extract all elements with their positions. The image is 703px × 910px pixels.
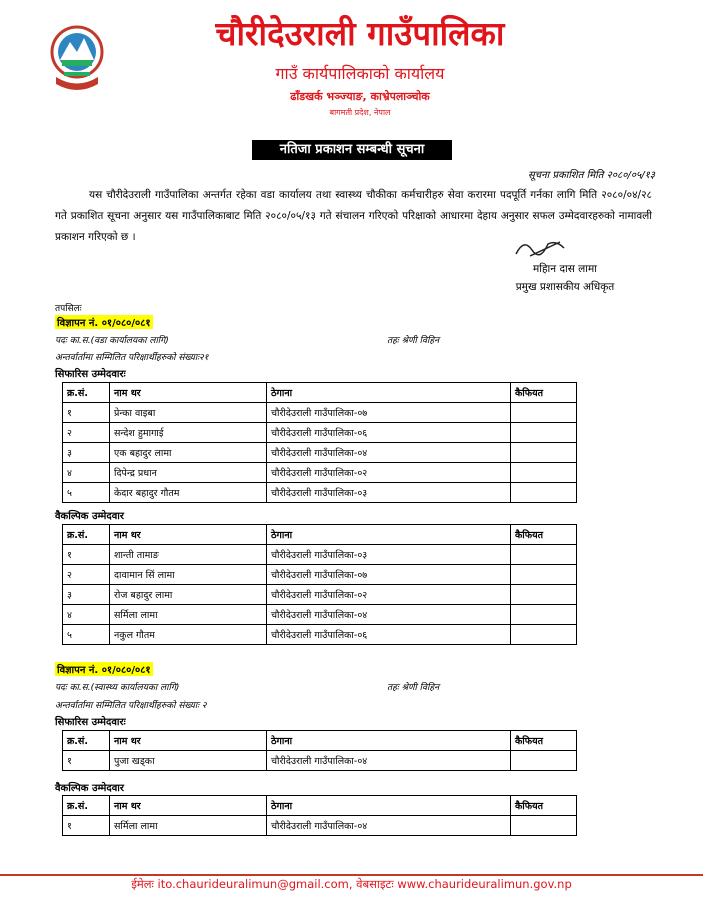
alternate-label: वैकल्पिक उम्मेदवार — [55, 783, 124, 794]
cell-sn: ५ — [63, 625, 110, 645]
cell-address: चौरीदेउराली गाउँपालिका-०३ — [267, 483, 511, 503]
col-sn: क्र.सं. — [63, 383, 110, 403]
cell-sn: ५ — [63, 483, 110, 503]
col-sn: क्र.सं. — [63, 731, 110, 751]
table-row — [63, 463, 577, 483]
col-remarks: कैफियत — [511, 796, 577, 816]
table-header-row — [63, 525, 577, 545]
alternate-table — [62, 795, 577, 836]
cell-sn: ४ — [63, 463, 110, 483]
table-row — [63, 443, 577, 463]
col-address: ठेगाना — [267, 731, 511, 751]
table-row — [63, 751, 577, 771]
col-sn: क्र.सं. — [63, 525, 110, 545]
cell-remarks — [511, 545, 577, 565]
cell-sn: २ — [63, 565, 110, 585]
cell-remarks — [511, 751, 577, 771]
post-label: पदः का.स.(स्वास्थ्य कार्यालयका लागि) — [55, 683, 180, 693]
cell-remarks — [511, 816, 577, 836]
published-date: सूचना प्रकाशित मिति २०८०/०५/१३ — [527, 170, 655, 181]
cell-address: चौरीदेउराली गाउँपालिका-०२ — [267, 463, 511, 483]
level-label: तहः श्रेणी विहिन — [387, 336, 440, 346]
table-row — [63, 625, 577, 645]
cell-name: केदार बहादुर गौतम — [110, 483, 267, 503]
cell-name: नकुल गौतम — [110, 625, 267, 645]
cell-sn: १ — [63, 816, 110, 836]
col-address: ठेगाना — [267, 383, 511, 403]
table-row — [63, 565, 577, 585]
cell-remarks — [511, 565, 577, 585]
cell-sn: १ — [63, 751, 110, 771]
cell-sn: १ — [63, 403, 110, 423]
col-remarks: कैफियत — [511, 731, 577, 751]
col-address: ठेगाना — [267, 796, 511, 816]
cell-remarks — [511, 463, 577, 483]
recommended-label: सिफारिस उम्मेदवारः — [55, 369, 126, 380]
signatory-name: महिान दास लामा — [532, 263, 598, 275]
footer-contact: ईमेलः ito.chaurideuralimun@gmail.com, वेबसाइटः www.chaurideuralimun.gov.np — [131, 877, 572, 891]
signatory-title: प्रमुख प्रशासकीय अधिकृत — [515, 281, 615, 293]
table-header-row — [63, 731, 577, 751]
col-name: नाम थर — [110, 731, 267, 751]
nepal-emblem-icon — [50, 22, 104, 98]
level-label: तहः श्रेणी विहिन — [387, 683, 440, 693]
cell-address: चौरीदेउराली गाउँपालिका-०६ — [267, 625, 511, 645]
cell-name: दावामान सिं लामा — [110, 565, 267, 585]
cell-address: चौरीदेउराली गाउँपालिका-०२ — [267, 585, 511, 605]
cell-address: चौरीदेउराली गाउँपालिका-०४ — [267, 816, 511, 836]
table-row — [63, 545, 577, 565]
cell-remarks — [511, 403, 577, 423]
post-label: पदः का.स.(वडा कार्यालयका लागि) — [55, 336, 169, 346]
municipality-title: चौरीदेउराली गाउँपालिका — [215, 14, 505, 53]
col-name: नाम थर — [110, 525, 267, 545]
cell-name: शान्ती तामाङ — [110, 545, 267, 565]
cell-name: एक बहादुर लामा — [110, 443, 267, 463]
cell-sn: २ — [63, 423, 110, 443]
cell-address: चौरीदेउराली गाउँपालिका-०७ — [267, 565, 511, 585]
table-header-row — [63, 796, 577, 816]
cell-sn: ३ — [63, 585, 110, 605]
cell-sn: ४ — [63, 605, 110, 625]
table-row — [63, 483, 577, 503]
footer-divider — [0, 874, 703, 876]
cell-remarks — [511, 423, 577, 443]
signature-icon — [512, 236, 572, 260]
cell-address: चौरीदेउराली गाउँपालिका-०७ — [267, 403, 511, 423]
cell-name: रोज बहादुर लामा — [110, 585, 267, 605]
notice-title: नतिजा प्रकाशन सम्बन्धी सूचना — [252, 140, 452, 160]
cell-remarks — [511, 605, 577, 625]
cell-name: सन्देश हुमागाई — [110, 423, 267, 443]
office-title: गाउँ कार्यपालिकाको कार्यालय — [275, 64, 445, 83]
cell-remarks — [511, 483, 577, 503]
recommended-table — [62, 730, 577, 771]
alternate-table — [62, 524, 577, 645]
cell-address: चौरीदेउराली गाउँपालिका-०४ — [267, 751, 511, 771]
recommended-table — [62, 382, 577, 503]
recommended-label: सिफारिस उम्मेदवारः — [55, 717, 126, 728]
candidates-count: अन्तर्वार्तामा सम्मिलित परिक्षार्थीहरुको संख्याः २ — [55, 701, 207, 711]
cell-name: प्रेन्का वाइबा — [110, 403, 267, 423]
col-address: ठेगाना — [267, 525, 511, 545]
cell-name: सर्मिला लामा — [110, 816, 267, 836]
col-remarks: कैफियत — [511, 383, 577, 403]
appendix-label: तपसिलः — [55, 304, 82, 314]
cell-name: पुजा खड्का — [110, 751, 267, 771]
cell-name: दिपेन्द्र प्रधान — [110, 463, 267, 483]
alternate-label: वैकल्पिक उम्मेदवार — [55, 511, 124, 522]
table-row — [63, 403, 577, 423]
table-row — [63, 423, 577, 443]
candidates-count: अन्तर्वार्तामा सम्मिलित परिक्षार्थीहरुको संख्याः२१ — [55, 353, 209, 363]
col-remarks: कैफियत — [511, 525, 577, 545]
col-name: नाम थर — [110, 796, 267, 816]
cell-address: चौरीदेउराली गाउँपालिका-०४ — [267, 443, 511, 463]
cell-remarks — [511, 625, 577, 645]
cell-remarks — [511, 443, 577, 463]
notice-body: यस चौरीदेउराली गाउँपालिका अन्तर्गत रहेका वडा कार्यालय तथा स्वास्थ्य चौकीका कर्मचारीहरु सेवा करारमा पदपूर्ति गर्नका लागि मिति २०८०/०४/२८ गते प्रकाशित सूचना अनुसार यस गाउँपालिकाबाट मिति २०८०/०५/१३ गते संचालन गरिएको परिक्षाको आधारमा देहाय अनुसार सफल उम्मेदवारहरुको नामावली प्रकाशन गरिएको छ । — [55, 189, 652, 243]
advert-number: विज्ञापन नं. ०१/०८०/०८१ — [55, 662, 153, 676]
cell-sn: ३ — [63, 443, 110, 463]
cell-name: सर्मिला लामा — [110, 605, 267, 625]
col-name: नाम थर — [110, 383, 267, 403]
cell-sn: १ — [63, 545, 110, 565]
table-row — [63, 816, 577, 836]
table-header-row — [63, 383, 577, 403]
province-label: बागमती प्रदेश, नेपाल — [329, 108, 391, 117]
col-sn: क्र.सं. — [63, 796, 110, 816]
table-row — [63, 605, 577, 625]
cell-remarks — [511, 585, 577, 605]
cell-address: चौरीदेउराली गाउँपालिका-०४ — [267, 605, 511, 625]
office-address: ढाँडखर्क भञ्ज्याङ, काभ्रेपलाञ्चोक — [290, 90, 430, 103]
advert-number: विज्ञापन नं. ०१/०८०/०८१ — [55, 315, 153, 329]
table-row — [63, 585, 577, 605]
cell-address: चौरीदेउराली गाउँपालिका-०३ — [267, 545, 511, 565]
cell-address: चौरीदेउराली गाउँपालिका-०६ — [267, 423, 511, 443]
